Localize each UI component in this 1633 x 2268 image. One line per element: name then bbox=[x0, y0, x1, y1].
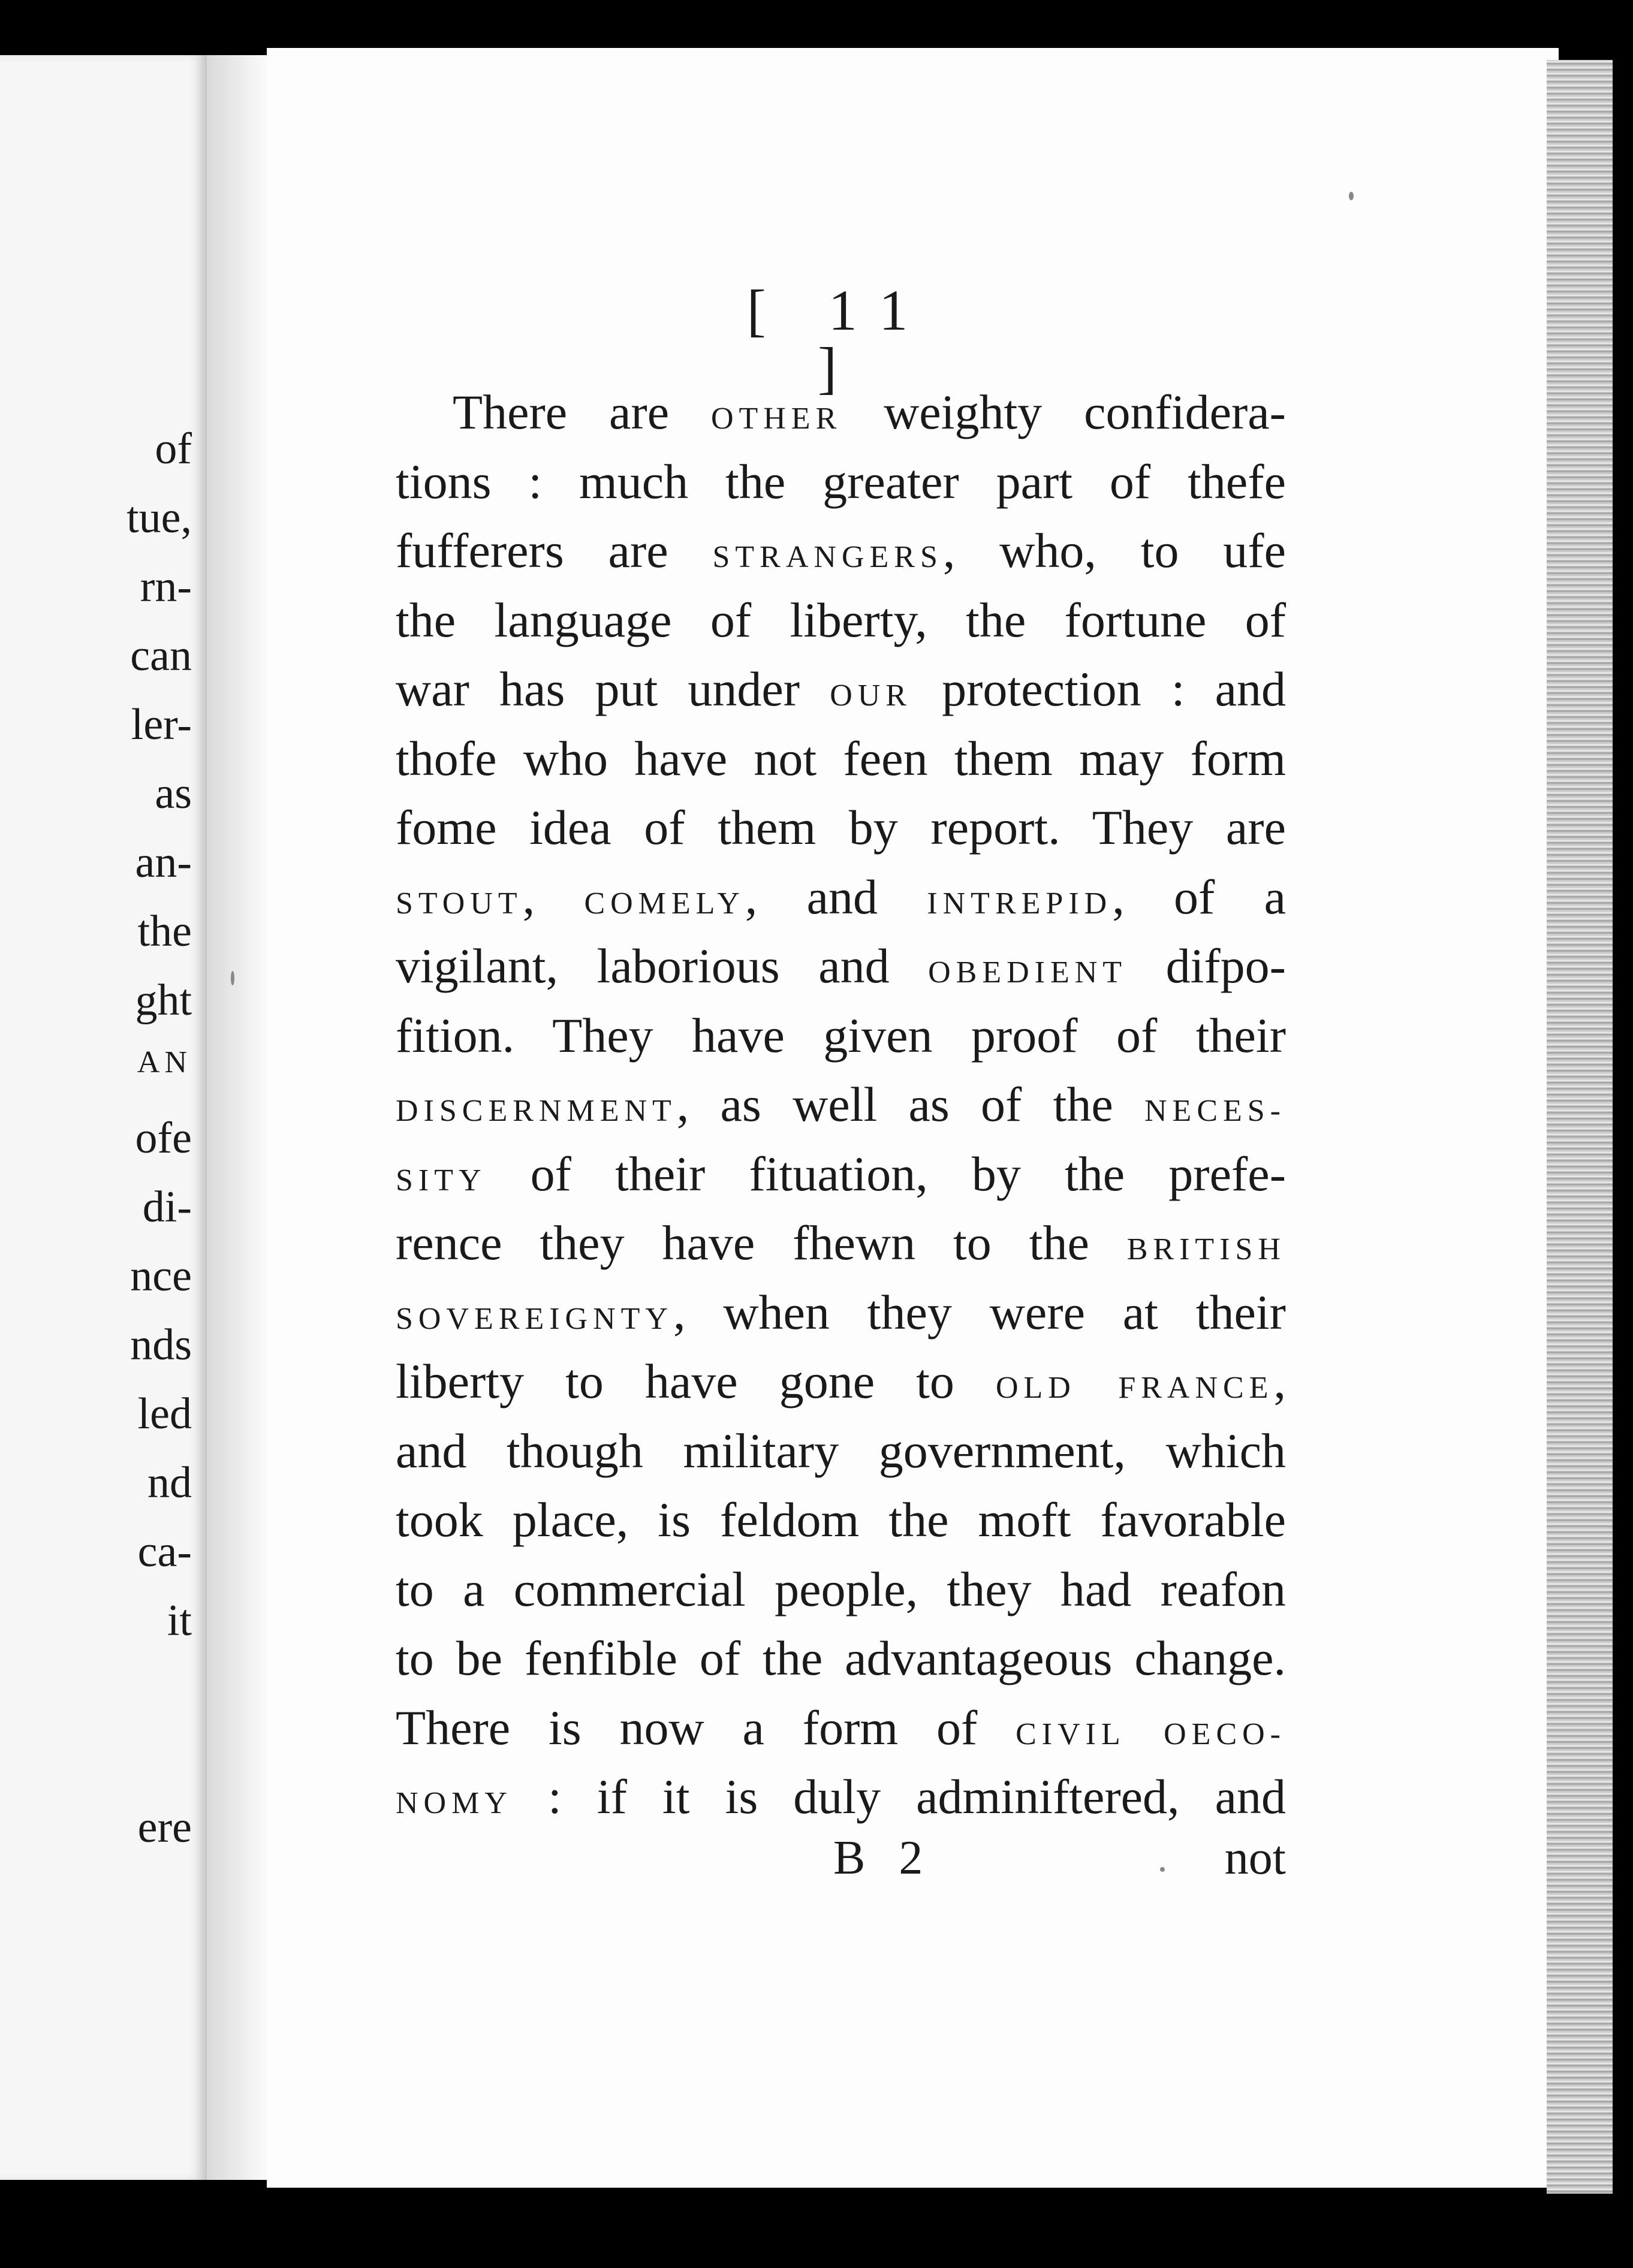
text-line bbox=[396, 1762, 1286, 1832]
text-run: rence they have fhewn to the bbox=[396, 1216, 1127, 1270]
text-run: tions : much the greater part of thefe bbox=[396, 454, 1286, 509]
scan-speck bbox=[1349, 192, 1354, 200]
left-page-fragment: the bbox=[137, 907, 192, 956]
text-run: thofe who have not feen them may form bbox=[396, 731, 1286, 786]
scan-speck bbox=[231, 971, 234, 985]
text-line bbox=[396, 447, 1286, 517]
text-line bbox=[396, 1001, 1286, 1070]
text-run: There are bbox=[453, 385, 711, 439]
text-line bbox=[396, 586, 1286, 655]
text-run: to be fenfible of the advantageous change. bbox=[396, 1631, 1286, 1685]
text-line bbox=[396, 516, 1286, 586]
left-facing-page bbox=[0, 55, 207, 2180]
text-run: protection : and bbox=[912, 662, 1286, 716]
text-run: took place, is feldom the moft favorable bbox=[396, 1492, 1286, 1547]
text-run: , when they were at their bbox=[673, 1284, 1286, 1340]
text-line bbox=[396, 724, 1286, 794]
small-caps-word: OUR bbox=[830, 678, 912, 713]
small-caps-word: NOMY bbox=[396, 1786, 513, 1820]
left-page-fragment: di- bbox=[142, 1183, 192, 1232]
small-caps-word: CIVIL OECO- bbox=[1016, 1717, 1286, 1751]
text-run: liberty to have gone to bbox=[396, 1354, 996, 1409]
text-run: difpo- bbox=[1127, 939, 1286, 993]
text-run: fufferers are bbox=[396, 523, 713, 578]
left-page-fragment: ght bbox=[135, 976, 192, 1025]
text-run: war has put under bbox=[396, 662, 830, 716]
text-run: , and bbox=[745, 869, 927, 924]
small-caps-word: INTREPID bbox=[927, 886, 1113, 921]
text-line bbox=[396, 1208, 1286, 1278]
left-page-fragment: an- bbox=[135, 838, 192, 887]
page-footer bbox=[396, 1822, 1286, 1894]
scan-speck bbox=[1160, 1867, 1165, 1872]
small-caps-word: DISCERNMENT bbox=[396, 1094, 677, 1128]
small-caps-word: OLD FRANCE bbox=[995, 1371, 1274, 1405]
small-caps-word: OBEDIENT bbox=[928, 955, 1128, 990]
text-line bbox=[396, 1139, 1286, 1209]
left-page-fragment: it bbox=[167, 1596, 192, 1645]
body-text bbox=[396, 378, 1286, 1832]
text-run: , who, to ufe bbox=[942, 523, 1286, 578]
text-line bbox=[396, 1070, 1286, 1139]
text-run: There is now a form of bbox=[396, 1700, 1016, 1755]
small-caps-word: COMELY bbox=[584, 886, 745, 921]
text-run: fition. They have given proof of their bbox=[396, 1008, 1286, 1063]
text-run: , of a bbox=[1112, 869, 1286, 924]
text-line bbox=[396, 1416, 1286, 1486]
text-run: to a commercial people, they had reafon bbox=[396, 1561, 1286, 1616]
left-page-fragment: of bbox=[155, 424, 192, 473]
left-page-fragment: as bbox=[155, 769, 192, 818]
left-page-fragment: AN bbox=[137, 1045, 192, 1079]
text-run: the language of liberty, the fortune of bbox=[396, 592, 1286, 647]
left-page-fragment: can bbox=[130, 631, 192, 680]
text-line bbox=[396, 1347, 1286, 1416]
text-line bbox=[396, 931, 1286, 1001]
text-run: fome idea of them by report. They are bbox=[396, 800, 1286, 855]
left-page-fragment: led bbox=[137, 1389, 192, 1438]
small-caps-word: SOVEREIGNTY bbox=[396, 1301, 673, 1336]
text-line bbox=[396, 1485, 1286, 1555]
small-caps-word: OTHER bbox=[710, 402, 842, 436]
book-gutter bbox=[207, 55, 267, 2180]
text-run: : if it is duly adminiftered, and bbox=[512, 1769, 1286, 1824]
text-line bbox=[396, 655, 1286, 724]
small-caps-word: BRITISH bbox=[1126, 1232, 1286, 1266]
text-line bbox=[396, 862, 1286, 932]
left-page-fragment: ofe bbox=[135, 1114, 192, 1163]
left-page-fragment: ere bbox=[137, 1803, 192, 1852]
text-line bbox=[396, 1624, 1286, 1693]
signature-mark: B 2 bbox=[833, 1832, 934, 1884]
text-run: of their fituation, by the prefe- bbox=[486, 1146, 1286, 1201]
small-caps-word: STRANGERS bbox=[712, 540, 943, 574]
catchword: not bbox=[1224, 1832, 1286, 1884]
text-run: , bbox=[1273, 1354, 1286, 1409]
text-line bbox=[396, 1278, 1286, 1347]
text-run: vigilant, laborious and bbox=[396, 939, 929, 993]
text-run: , as well as of the bbox=[676, 1077, 1144, 1132]
text-line bbox=[396, 793, 1286, 862]
page-number: [ 11 ] bbox=[746, 278, 932, 400]
small-caps-word: SITY bbox=[396, 1163, 487, 1198]
text-line bbox=[396, 1555, 1286, 1624]
left-page-fragment: nds bbox=[130, 1320, 192, 1370]
left-page-fragment: tue, bbox=[126, 493, 192, 542]
text-run: weighty confidera- bbox=[842, 385, 1286, 439]
page-edge bbox=[1547, 60, 1613, 2194]
small-caps-word: STOUT bbox=[396, 886, 523, 921]
left-page-fragment: nd bbox=[147, 1458, 192, 1507]
left-page-fragment: ca- bbox=[137, 1527, 192, 1576]
text-line bbox=[396, 1693, 1286, 1763]
small-caps-word: NECES- bbox=[1144, 1094, 1286, 1128]
left-page-fragment: rn- bbox=[140, 562, 192, 611]
text-line bbox=[396, 378, 1286, 447]
text-run: , bbox=[522, 869, 584, 924]
left-page-fragment: ler- bbox=[131, 700, 192, 749]
left-page-fragment: nce bbox=[130, 1251, 192, 1301]
text-run: and though military government, which bbox=[396, 1423, 1286, 1478]
